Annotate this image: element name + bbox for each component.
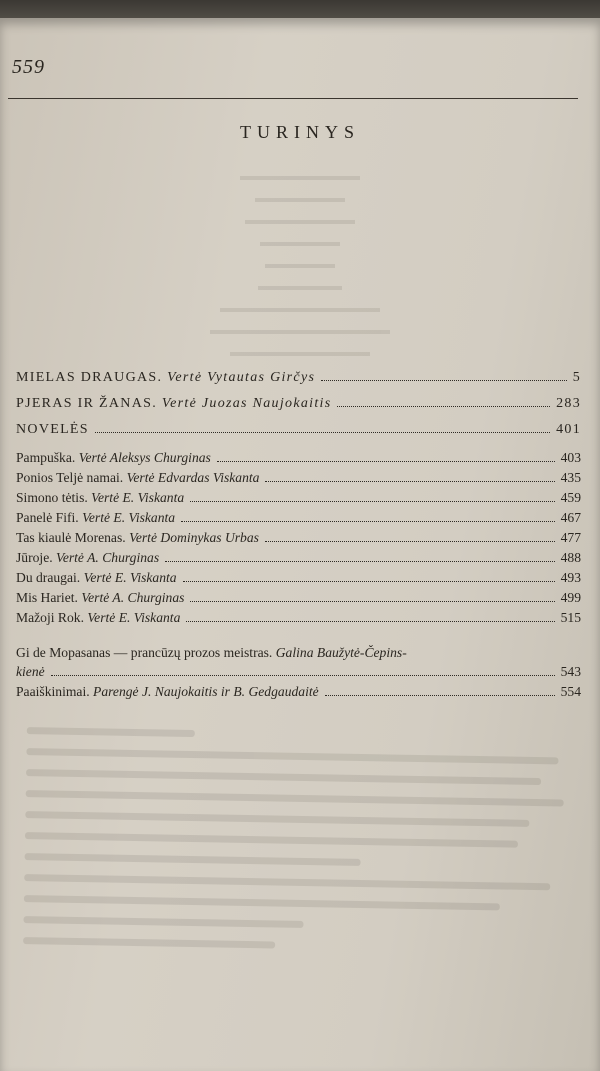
toc-entry-title: Pampuška. xyxy=(16,450,76,465)
toc-entry xyxy=(16,528,581,548)
dot-leader xyxy=(190,501,554,502)
toc-entry-page: 283 xyxy=(556,396,581,411)
toc-entry-title: Paaiškinimai. xyxy=(16,684,90,699)
toc-entry xyxy=(16,508,581,528)
toc-entry-credit: kienė xyxy=(16,664,45,679)
toc-entry-page: 401 xyxy=(556,422,581,437)
toc-entry-page: 477 xyxy=(560,530,581,545)
toc-entry-title: MIELAS DRAUGAS. xyxy=(16,370,163,385)
toc-entry xyxy=(16,394,581,414)
toc-entry-page: 467 xyxy=(560,510,581,525)
toc-entry-credit: Vertė A. Churginas xyxy=(81,590,185,605)
dot-leader xyxy=(325,695,555,696)
toc-entry-page: 403 xyxy=(560,450,581,465)
toc-entry xyxy=(16,420,581,440)
dot-leader xyxy=(51,675,555,676)
toc-entry xyxy=(16,682,581,702)
toc-entry-title: Tas kiaulė Morenas. xyxy=(16,530,126,545)
toc-entry-page: 515 xyxy=(560,610,581,625)
toc-entry-page: 459 xyxy=(560,490,581,505)
toc-entry-title: Ponios Teljė namai. xyxy=(16,470,124,485)
toc-entry-title: Panelė Fifi. xyxy=(16,510,79,525)
toc-entry-essay xyxy=(16,644,581,662)
toc-entry xyxy=(16,548,581,568)
dot-leader xyxy=(190,601,554,602)
bleed-through-text xyxy=(23,713,587,963)
toc-entry-credit: Parengė J. Naujokaitis ir B. Gedgaudaitė xyxy=(93,684,319,699)
toc-entry-page: 499 xyxy=(560,590,581,605)
toc-entry xyxy=(16,568,581,588)
toc-entry-credit: Vertė E. Viskanta xyxy=(87,610,181,625)
dot-leader xyxy=(181,521,555,522)
toc-entry-page: 554 xyxy=(560,684,581,699)
book-page xyxy=(0,18,600,1071)
toc-entry xyxy=(16,608,581,628)
dot-leader xyxy=(265,481,554,482)
toc-entry-credit: Vertė Aleksys Churginas xyxy=(78,450,211,465)
toc-entry xyxy=(16,488,581,508)
page-title: TURINYS xyxy=(239,122,360,142)
toc-entry-title: Gi de Mopasanas — prancūzų prozos meistras. xyxy=(16,645,273,660)
toc-entry xyxy=(16,368,581,388)
dot-leader xyxy=(337,406,550,407)
toc-entry xyxy=(16,468,581,488)
toc-entry-credit: Vertė Dominykas Urbas xyxy=(129,530,259,545)
toc-entry-credit: Galina Baužytė-Čepins- xyxy=(275,645,407,660)
toc-entry-title: NOVELĖS xyxy=(16,422,89,437)
table-of-contents xyxy=(16,368,581,702)
toc-entry-credit: Vertė Juozas Naujokaitis xyxy=(161,396,332,411)
toc-entry-page: 5 xyxy=(572,370,581,385)
toc-entry-page: 493 xyxy=(560,570,581,585)
dot-leader xyxy=(265,541,555,542)
header-rule xyxy=(8,98,578,99)
toc-entry-credit: Vertė A. Churginas xyxy=(56,550,160,565)
toc-entry xyxy=(16,588,581,608)
toc-entry-title: Jūroje. xyxy=(16,550,53,565)
dot-leader xyxy=(217,461,555,462)
toc-entry-page: 488 xyxy=(560,550,581,565)
toc-entry-title: Simono tėtis. xyxy=(16,490,88,505)
toc-entry-essay-continued xyxy=(16,662,581,682)
toc-entry-title: Mažoji Rok. xyxy=(16,610,84,625)
toc-entry-credit: Vertė E. Viskanta xyxy=(91,490,185,505)
toc-entry-page: 543 xyxy=(560,664,581,679)
toc-entry-credit: Vertė Vytautas Girčys xyxy=(167,370,316,385)
toc-entry-title: Du draugai. xyxy=(16,570,81,585)
toc-entry-page: 435 xyxy=(560,470,581,485)
page-number: 559 xyxy=(12,56,45,78)
dot-leader xyxy=(95,432,550,433)
toc-entry-credit: Vertė E. Viskanta xyxy=(82,510,176,525)
dot-leader xyxy=(183,581,555,582)
dot-leader xyxy=(165,561,554,562)
toc-entry xyxy=(16,448,581,468)
toc-entry-title: PJERAS IR ŽANAS. xyxy=(16,396,157,411)
dot-leader xyxy=(321,380,566,381)
toc-entry-credit: Vertė E. Viskanta xyxy=(83,570,177,585)
toc-entry-title: Mis Hariet. xyxy=(16,590,78,605)
toc-entry-credit: Vertė Edvardas Viskanta xyxy=(126,470,260,485)
dot-leader xyxy=(186,621,554,622)
